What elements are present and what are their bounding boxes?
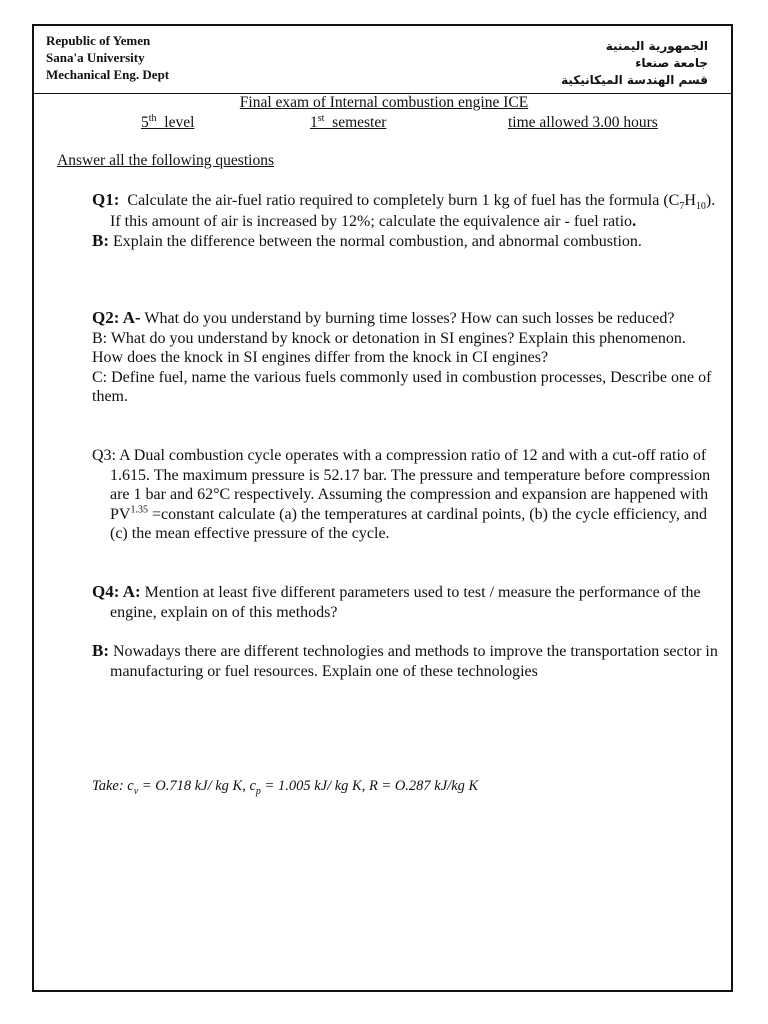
header-english (46, 32, 169, 83)
q4b-label: B: (92, 641, 109, 661)
question-2c: C: Define fuel, name the various fuels commonly used in combustion processes, Describe one of them. (92, 368, 712, 406)
question-1b: B: Explain the difference between the normal combustion, and abnormal combustion. (92, 231, 642, 251)
exam-semester: 1st semester (310, 112, 387, 131)
question-3-text: Q3: A Dual combustion cycle operates with a compression ratio of 12 and with a cut-off ratio of 1.615. The maximum pressure is 52.17 bar. The pressure and temperature before compression are 1 bar and 62°C respectively. Assuming the compression and expansion are happened with $PV^{1.35}$ =constant calculate (a) the temperatures at cardinal points, (b) the cycle efficiency, and (c) the mean effective pressure of the cycle. (92, 447, 711, 543)
question-3 (92, 446, 718, 544)
question-2a: Q2: A- What do you understand by burning time losses? How can such losses be reduced? (92, 308, 675, 327)
header-university-arabic: جامعة صنعاء (635, 56, 708, 70)
question-4b: B: Nowadays there are different technologies and methods to improve the transportation sector in manufacturing or fuel resources. Explain one of these technologies (92, 641, 718, 680)
exam-time-allowed: time allowed 3.00 hours (508, 114, 658, 131)
question-2 (92, 308, 718, 407)
header-arabic (561, 38, 708, 89)
exam-level: 5th level (141, 112, 195, 131)
question-4a: Q4: A: Mention at least five different parameters used to test / measure the performance of the engine, explain on of this methods? (92, 582, 701, 621)
header-university: Sana'a University (46, 50, 145, 65)
q1-label: Q1: (92, 190, 120, 209)
q4-label: Q4: A: (92, 582, 141, 601)
question-2b: B: What do you understand by knock or detonation in SI engines? Explain this phenomenon. How does the knock in SI engines differ from the knock in CI engines? (92, 329, 686, 367)
header-country: Republic of Yemen (46, 33, 151, 48)
question-1 (92, 190, 718, 252)
header-department-arabic: قسم الهندسة الميكانيكية (561, 73, 708, 87)
constants-note: Take: $c_v = O.718$ kJ/ kg K, $c_p = 1.005$ kJ/ kg K, R = O.287 kJ/kg K (92, 778, 479, 797)
question-4 (92, 582, 718, 681)
exam-title: Final exam of Internal combustion engine ICE (239, 94, 529, 111)
header-country-arabic: الجمهورية اليمنية (605, 39, 708, 53)
q2-label: Q2: A- (92, 308, 141, 327)
question-1a: Q1: Calculate the air-fuel ratio required to completely burn 1 kg of fuel has the formula $(C_7H_{10})$. If this amount of air is increased by 12%; calculate the equivalence air - fuel ratio. (92, 190, 716, 230)
instructions: Answer all the following questions (57, 152, 274, 169)
header-department: Mechanical Eng. Dept (46, 67, 170, 82)
q1b-label: B: (92, 231, 109, 251)
